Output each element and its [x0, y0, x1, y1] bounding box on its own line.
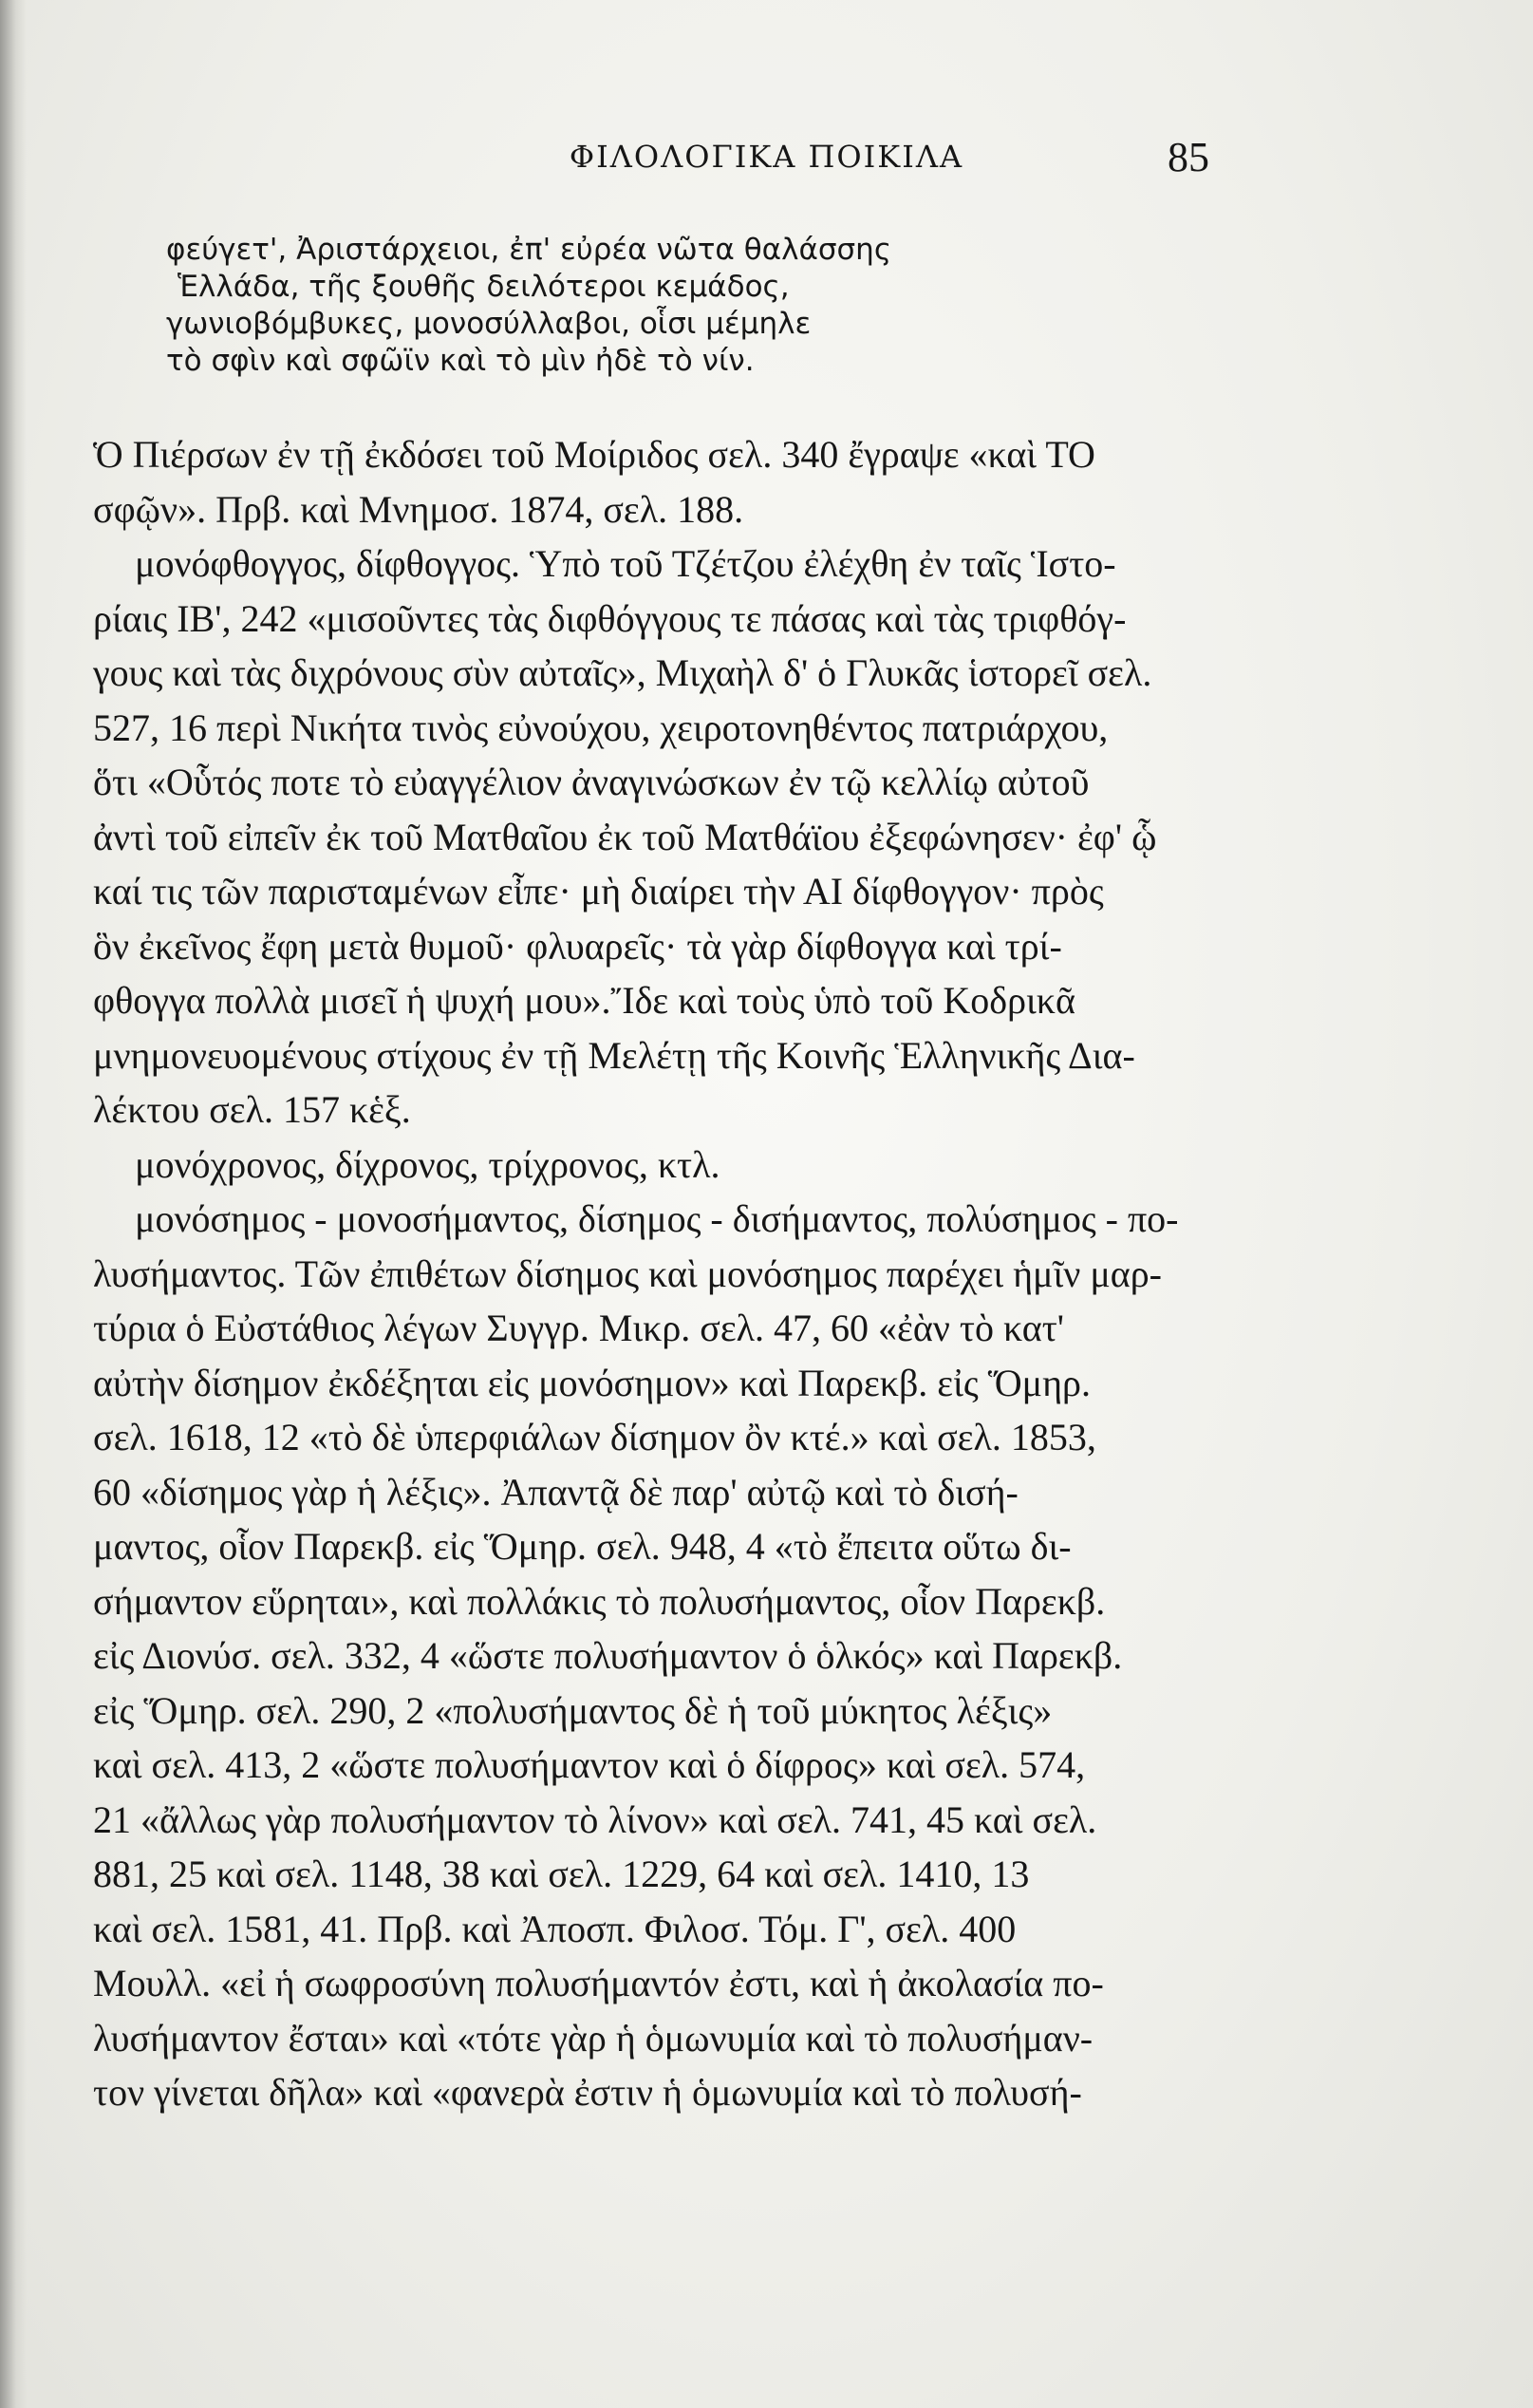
text-line: 21 «ἄλλως γὰρ πολυσήμαντον τὸ λίνον» καὶ σελ. 741, 45 καὶ σελ. — [93, 1797, 1097, 1841]
text-line: μαντος, οἷον Παρεκβ. εἰς Ὅμηρ. σελ. 948, 4 «τὸ ἔπειτα οὕτω δι- — [93, 1525, 1072, 1568]
text-line: σφῷν». Πρβ. καὶ Μνημοσ. 1874, σελ. 188. — [93, 487, 744, 531]
text-line: ρίαις ΙΒ', 242 «μισοῦντες τὰς διφθόγγους τε πάσας καὶ τὰς τριφθόγ- — [93, 596, 1127, 640]
text-line: γους καὶ τὰς διχρόνους σὺν αὐταῖς», Μιχαὴλ δ' ὁ Γλυκᾶς ἱστορεῖ σελ. — [93, 651, 1152, 694]
verse-line: Ἑλλάδα, τῆς ξουθῆς δειλότεροι κεμάδος, — [178, 270, 790, 304]
verse-quotation — [166, 232, 1210, 380]
text-line: 60 «δίσημος γὰρ ἡ λέξις». Ἀπαντᾷ δὲ παρ' αὐτῷ καὶ τὸ δισή- — [93, 1470, 1019, 1514]
running-title: ΦΙΛΟΛΟΓΙΚΑ ΠΟΙΚΙΛΑ — [569, 139, 964, 175]
text-line: καὶ σελ. 413, 2 «ὥστε πολυσήμαντον καὶ ὁ δίφρος» καὶ σελ. 574, — [93, 1743, 1086, 1786]
text-line: σήμαντον εὕρηται», καὶ πολλάκις τὸ πολυσήμαντος, οἷον Παρεκβ. — [93, 1579, 1106, 1623]
verse-line: γωνιοβόμβυκες, μονοσύλλαβοι, οἷσι μέμηλε — [166, 307, 812, 341]
text-line: τύρια ὁ Εὐστάθιος λέγων Συγγρ. Μικρ. σελ. 47, 60 «ἐὰν τὸ κατ' — [93, 1307, 1064, 1349]
text-line: λυσήμαντον ἔσται» καὶ «τότε γὰρ ἡ ὁμωνυμία καὶ τὸ πολυσήμαν- — [93, 2016, 1094, 2060]
text-line: ἀντὶ τοῦ εἰπεῖν ἐκ τοῦ Ματθαῖου ἐκ τοῦ Ματθάϊου ἐξεφώνησεν· ἐφ' ᾧ — [93, 815, 1157, 858]
page-header — [0, 133, 1533, 190]
text-line: λέκτου σελ. 157 κἑξ. — [93, 1088, 411, 1131]
text-line: μονόχρονος, δίχρονος, τρίχρονος, κτλ. — [135, 1142, 720, 1186]
text-line: σελ. 1618, 12 «τὸ δὲ ὑπερφιάλων δίσημον ὂν κτέ.» καὶ σελ. 1853, — [93, 1416, 1096, 1458]
text-line: καὶ σελ. 1581, 41. Πρβ. καὶ Ἀποσπ. Φιλοσ. Τόμ. Γ', σελ. 400 — [93, 1907, 1017, 1950]
text-line: 881, 25 καὶ σελ. 1148, 38 καὶ σελ. 1229, 64 καὶ σελ. 1410, 13 — [93, 1853, 1030, 1895]
text-line: 527, 16 περὶ Νικήτα τινὸς εὐνούχου, χειροτονηθέντος πατριάρχου, — [93, 705, 1109, 749]
text-line: λυσήμαντος. Τῶν ἐπιθέτων δίσημος καὶ μονόσημος παρέχει ἡμῖν μαρ- — [93, 1251, 1162, 1295]
text-line: καί τις τῶν παρισταμένων εἶπε· μὴ διαίρει τὴν ΑΙ δίφθογγον· πρὸς — [93, 870, 1104, 912]
body-text — [93, 427, 1232, 2120]
text-line: ὃν ἐκεῖνος ἔφη μετὰ θυμοῦ· φλυαρεῖς· τὰ γὰρ δίφθογγα καὶ τρί- — [93, 924, 1062, 968]
spine-shadow — [0, 0, 27, 2408]
text-line: Ὁ Πιέρσων ἐν τῇ ἐκδόσει τοῦ Μοίριδος σελ. 340 ἔγραψε «καὶ ΤΟ — [93, 433, 1095, 476]
verse-line: τὸ σφὶν καὶ σφῶϊν καὶ τὸ μὶν ἠδὲ τὸ νίν. — [166, 344, 755, 378]
text-line: φθογγα πολλὰ μισεῖ ἡ ψυχή μου».Ἴδε καὶ τοὺς ὑπὸ τοῦ Κοδρικᾶ — [93, 979, 1075, 1022]
text-line: ὅτι «Οὗτός ποτε τὸ εὐαγγέλιον ἀναγινώσκων ἐν τῷ κελλίῳ αὐτοῦ — [93, 761, 1090, 803]
text-line: τον γίνεται δῆλα» καὶ «φανερὰ ἐστιν ἡ ὁμωνυμία καὶ τὸ πολυσή- — [93, 2071, 1082, 2114]
text-line: Μουλλ. «εἰ ἡ σωφροσύνη πολυσήμαντόν ἐστι, καὶ ἡ ἀκολασία πο- — [93, 1962, 1104, 2004]
text-line: μονόσημος - μονοσήμαντος, δίσημος - δισήμαντος, πολύσημος - πο- — [135, 1197, 1179, 1240]
text-line: αὐτὴν δίσημον ἐκδέξηται εἰς μονόσημον» καὶ Παρεκβ. εἰς Ὅμηρ. — [93, 1361, 1091, 1404]
verse-line: φεύγετ', Ἀριστάρχειοι, ἐπ' εὐρέα νῶτα θαλάσσης — [166, 233, 892, 267]
text-line: εἰς Ὅμηρ. σελ. 290, 2 «πολυσήμαντος δὲ ἡ τοῦ μύκητος λέξις» — [93, 1688, 1053, 1732]
page-number: 85 — [1168, 134, 1209, 180]
text-line: μνημονευομένους στίχους ἐν τῇ Μελέτῃ τῆς Κοινῆς Ἑλληνικῆς Δια- — [93, 1033, 1135, 1077]
text-line: μονόφθογγος, δίφθογγος. Ὑπὸ τοῦ Τζέτζου ἐλέχθη ἐν ταῖς Ἱστο- — [135, 542, 1116, 585]
text-line: εἰς Διονύσ. σελ. 332, 4 «ὥστε πολυσήμαντον ὁ ὁλκός» καὶ Παρεκβ. — [93, 1634, 1123, 1677]
